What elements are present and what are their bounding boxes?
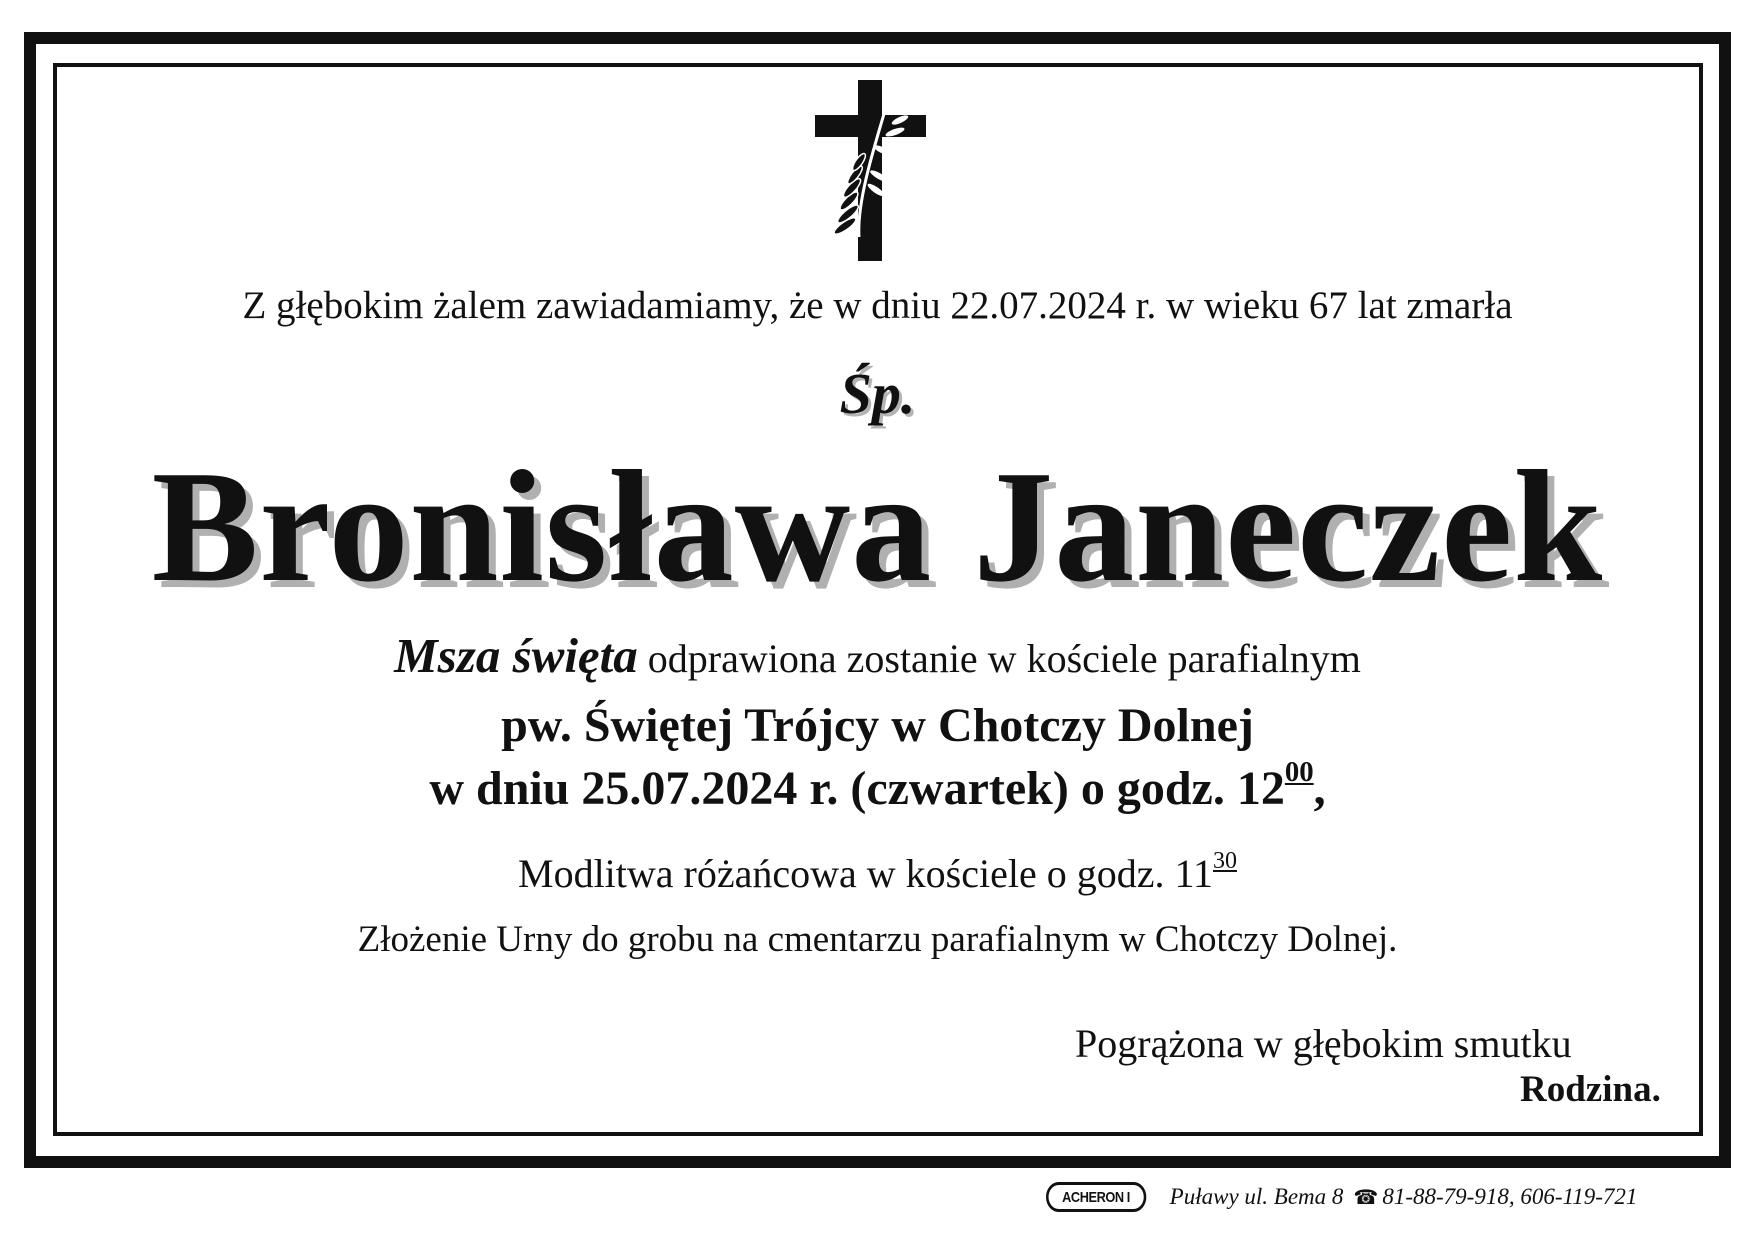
funeral-home-logo: ACHERON I	[1046, 1182, 1146, 1212]
cross-with-palm-branch-icon	[815, 80, 926, 261]
rosary-text: Modlitwa różańcowa w kościele o godz. 11	[518, 851, 1213, 896]
funeral-home-phones: 81-88-79-918, 606-119-721	[1382, 1184, 1638, 1209]
rosary-time-minutes: 30	[1212, 847, 1237, 874]
urn-burial: Złożenie Urny do grobu na cmentarzu parafialnym w Chotczy Dolnej.	[357, 919, 1398, 960]
family-signature: Rodzina.	[1520, 1069, 1661, 1110]
honorific: Śp.	[839, 361, 916, 426]
mass-title: Msza święta	[394, 628, 638, 683]
funeral-home-footer	[1046, 1180, 1637, 1214]
mass-text: odprawiona zostanie w kościele parafialnym	[647, 636, 1361, 681]
mass-time-minutes: 00	[1284, 755, 1314, 788]
mass-datetime-suffix: ,	[1313, 762, 1326, 815]
announcement-intro: Z głębokim żalem zawiadamiamy, że w dniu 22.07.2024 r. w wieku 67 lat zmarła	[242, 284, 1513, 327]
mass-announcement	[0, 627, 1755, 684]
church-name: pw. Świętej Trójcy w Chotczy Dolnej	[501, 699, 1254, 752]
mass-datetime	[0, 755, 1755, 816]
phone-icon: ☎	[1353, 1186, 1379, 1209]
rosary-prayer	[0, 847, 1755, 897]
mourning-line: Pogrążona w głębokim smutku	[1075, 1021, 1572, 1066]
deceased-name: Bronisława Janeczek	[151, 437, 1604, 615]
funeral-home-address: Puławy ul. Bema 8	[1169, 1184, 1344, 1209]
mass-date: w dniu 25.07.2024 r. (czwartek) o godz. 12	[429, 762, 1285, 815]
